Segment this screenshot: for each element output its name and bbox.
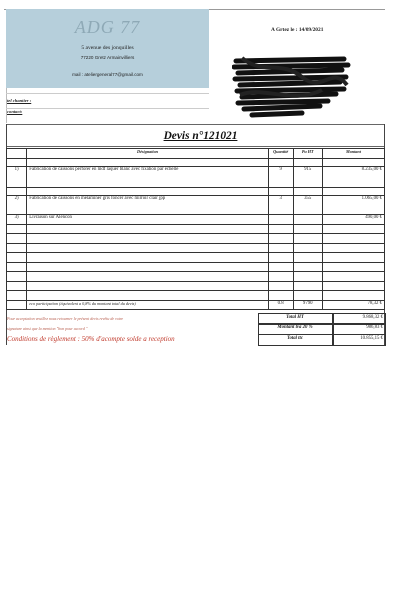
- company-city: 77220 Gretz Armainvilliers: [80, 55, 135, 60]
- acceptance-note-2: signature ainsi que la mention "bon pour accord ": [7, 326, 88, 331]
- eco-participation-label: eco participation (équivalent a 0,8% du montant total du devis): [27, 300, 268, 310]
- title-top-border: [6, 124, 385, 125]
- table-row: [7, 300, 385, 310]
- eco-base: 9790: [293, 300, 322, 310]
- table-row: [7, 196, 385, 215]
- company-email: mail : ateliergeneral77@gmail.com: [72, 72, 143, 77]
- devis-title: Devis n°121021: [163, 130, 238, 142]
- table-row: [7, 167, 385, 188]
- item-number: 1): [7, 167, 27, 188]
- item-number: 2): [7, 196, 27, 215]
- item-designation: Livraison sur Alencon: [27, 215, 268, 225]
- table-row: [7, 188, 385, 196]
- tva-value: 986,83 €: [366, 325, 383, 330]
- header-unit-price: Pu HT: [293, 149, 322, 159]
- table-row: [7, 291, 385, 301]
- contact-label: contact:: [7, 109, 23, 114]
- header-designation: Désignation: [27, 149, 268, 159]
- table-row: [7, 234, 385, 244]
- total-ht-value: 9.868,32 €: [362, 315, 383, 320]
- table-row: [7, 281, 385, 291]
- company-header: [6, 9, 209, 88]
- header-separator: [6, 108, 209, 109]
- item-unit-price: 355: [293, 196, 322, 215]
- eco-rate: 0.8: [268, 300, 293, 310]
- tel-chantier-label: tel chantier :: [7, 98, 32, 103]
- tva-row: [258, 323, 384, 333]
- table-row: [7, 224, 385, 234]
- item-designation: Fabrication de caissons en melaminer gris foncer avec mirroir clair jpp: [27, 196, 268, 215]
- item-number: 3): [7, 215, 27, 225]
- header-number: [7, 149, 27, 159]
- table-header-row: [7, 149, 385, 159]
- item-amount: 1.065,00 €: [322, 196, 384, 215]
- total-ht-label: Total HT: [286, 315, 304, 320]
- item-quantity: [268, 215, 293, 225]
- table-row: [7, 253, 385, 263]
- redacted-client-scribble: [232, 55, 352, 125]
- document-date: A Grtez le : 14/09/2021: [271, 27, 324, 33]
- item-amount: 8.235,00 €: [322, 167, 384, 188]
- payment-conditions: Conditions de règlement : 50% d'acompte solde a reception: [7, 335, 175, 343]
- item-unit-price: 915: [293, 167, 322, 188]
- header-amount: Montant: [322, 149, 384, 159]
- total-ttc-value: 10.855,15 €: [360, 336, 383, 341]
- acceptance-note: Pour acceptation veuillez nous retourner le présent devis revêtu de votre: [7, 316, 124, 321]
- item-designation: Fabrication de caissons perforer en mdf laquer blanc avec fixation par echelle: [27, 167, 268, 188]
- devis-lines-table: [6, 148, 385, 310]
- tva-label: Montant tva 20 %: [277, 325, 313, 330]
- item-quantity: 9: [268, 167, 293, 188]
- header-quantity: Quantité: [268, 149, 293, 159]
- table-row: [7, 215, 385, 225]
- company-name: ADG 77: [74, 17, 141, 37]
- item-unit-price: [293, 215, 322, 225]
- title-bottom-border: [6, 146, 385, 147]
- item-amount: 490,00 €: [322, 215, 384, 225]
- table-row: [7, 272, 385, 282]
- total-ht-row: [258, 313, 384, 323]
- total-ttc-label: Total ttc: [287, 336, 303, 341]
- eco-amount: 78,32 €: [322, 300, 384, 310]
- company-address: 5 avenue des jonquilles: [81, 45, 134, 51]
- table-row: [7, 243, 385, 253]
- total-ttc-row: [258, 334, 384, 344]
- header-separator: [6, 93, 209, 94]
- table-row: [7, 262, 385, 272]
- item-quantity: 3: [268, 196, 293, 215]
- table-row: [7, 159, 385, 167]
